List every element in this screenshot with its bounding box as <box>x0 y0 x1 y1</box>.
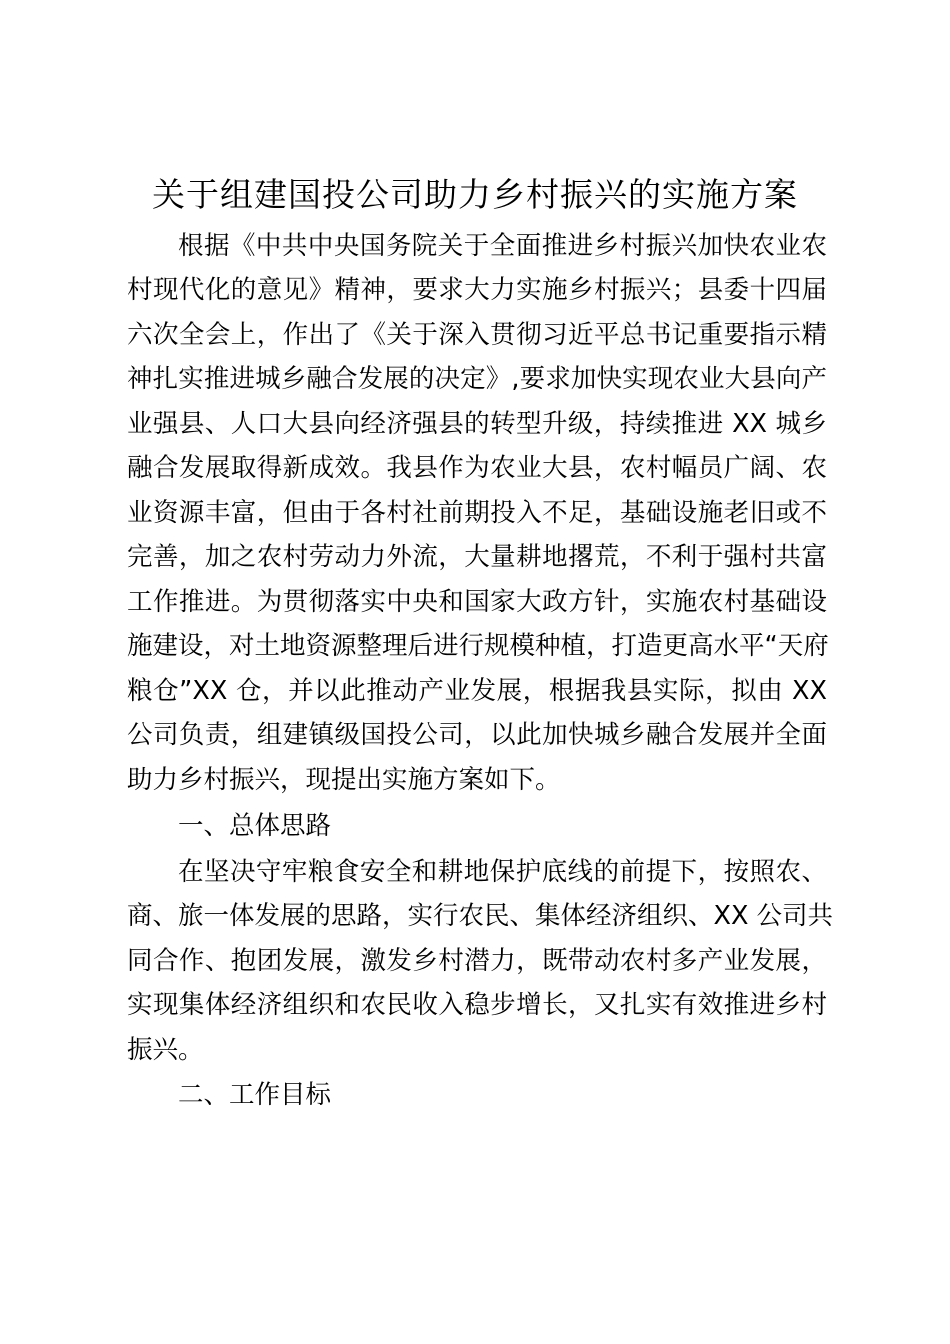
paragraph-line: 粮仓”XX 仓，并以此推动产业发展，根据我县实际，拟由 XX <box>127 676 827 706</box>
paragraph-line: 振兴。 <box>127 1035 204 1065</box>
paragraph-line: 工作推进。为贯彻落实中央和国家大政方针，实施农村基础设 <box>127 587 827 617</box>
paragraph-line: 村现代化的意见》精神，要求大力实施乡村振兴；县委十四届 <box>127 275 827 305</box>
paragraph-line: 公司负责，组建镇级国投公司，以此加快城乡融合发展并全面 <box>127 720 827 750</box>
paragraph-line: 商、旅一体发展的思路，实行农民、集体经济组织、XX 公司共 <box>127 901 834 931</box>
section-heading-work-goals: 二、工作目标 <box>178 1080 332 1110</box>
document-title: 关于组建国投公司助力乡村振兴的实施方案 <box>152 175 798 214</box>
paragraph-line: 在坚决守牢粮食安全和耕地保护底线的前提下，按照农、 <box>178 857 827 887</box>
paragraph-line: 根据《中共中央国务院关于全面推进乡村振兴加快农业农 <box>178 231 827 261</box>
paragraph-line: 融合发展取得新成效。我县作为农业大县，农村幅员广阔、农 <box>127 453 827 483</box>
paragraph-line: 神扎实推进城乡融合发展的决定》,要求加快实现农业大县向产 <box>127 364 827 394</box>
paragraph-line: 六次全会上，作出了《关于深入贯彻习近平总书记重要指示精 <box>127 320 827 350</box>
paragraph-line: 同合作、抱团发展，激发乡村潜力，既带动农村多产业发展， <box>127 946 827 976</box>
section-heading-overall-approach: 一、总体思路 <box>178 811 332 841</box>
paragraph-line: 完善，加之农村劳动力外流，大量耕地撂荒，不利于强村共富 <box>127 542 827 572</box>
paragraph-line: 施建设，对土地资源整理后进行规模种植，打造更高水平“天府 <box>127 631 829 661</box>
paragraph-line: 助力乡村振兴，现提出实施方案如下。 <box>127 765 561 795</box>
paragraph-line: 实现集体经济组织和农民收入稳步增长，又扎实有效推进乡村 <box>127 990 827 1020</box>
paragraph-line: 业资源丰富，但由于各村社前期投入不足，基础设施老旧或不 <box>127 498 827 528</box>
paragraph-line: 业强县、人口大县向经济强县的转型升级，持续推进 XX 城乡 <box>127 409 827 439</box>
